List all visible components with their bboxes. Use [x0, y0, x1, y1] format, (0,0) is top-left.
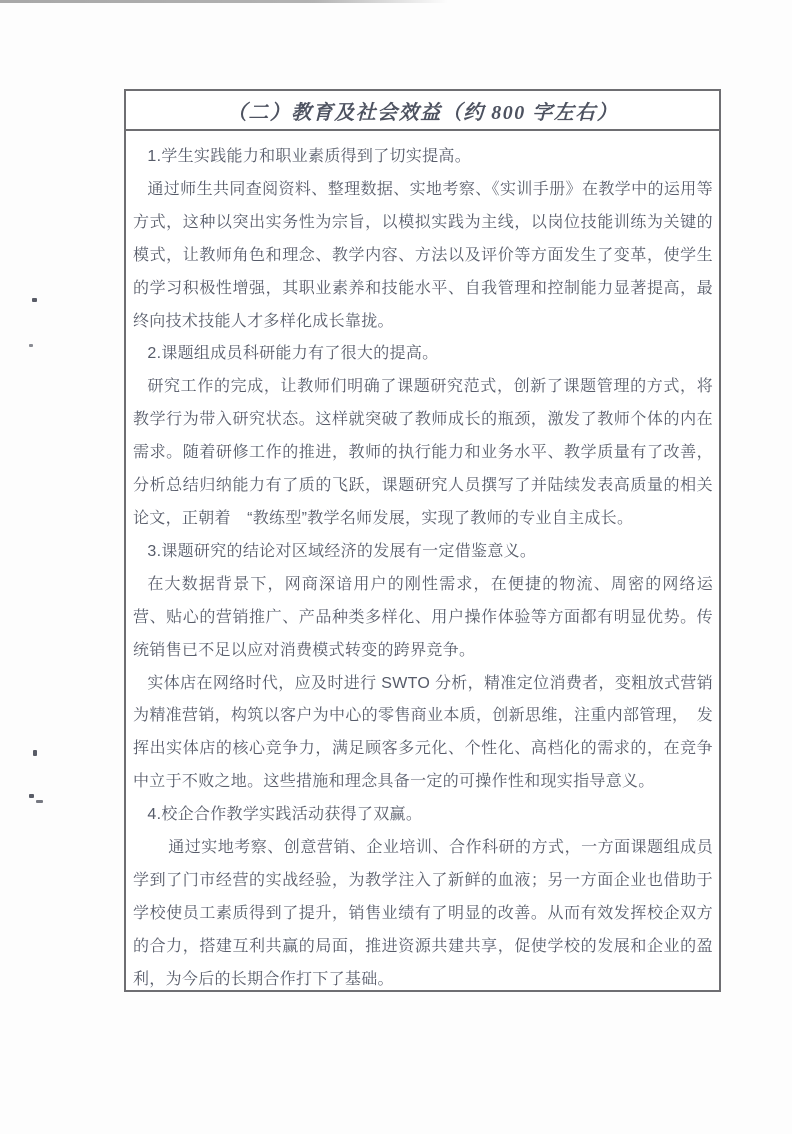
paragraph: 3.课题研究的结论对区域经济的发展有一定借鉴意义。	[147, 542, 537, 560]
paragraph: 4.校企合作教学实践活动获得了双赢。	[147, 806, 423, 824]
scan-speck	[32, 298, 37, 302]
paragraph: 2.课题组成员科研能力有了很大的提高。	[147, 345, 439, 363]
body-cell	[126, 131, 719, 988]
scan-speck	[33, 750, 37, 756]
section-title: （二）教育及社会效益（约 800 字左右）	[226, 101, 619, 124]
paragraph: 实体店在网络时代，应及时进行 SWTO 分析，精准定位消费者，变粗放式营销为精准营销，构筑以客户为中心的零售商业本质，创新思维，注重内部管理， 发挥出实体店的核心竞争力，满足顾客多元化、个性化、高档化的需求的，在竞争中立于不败之地。这些措施和理念具备一定的可操作性和现实指导意义。	[133, 674, 713, 791]
paragraph: 1.学生实践能力和职业素质得到了切实提高。	[147, 148, 472, 165]
section-title-row	[126, 91, 719, 131]
paragraph: 通过实地考察、创意营销、企业培训、合作科研的方式，一方面课题组成员学到了门市经营的实战经验，为教学注入了新鲜的血液；另一方面企业也借助于学校使员工素质得到了提升，销售业绩有了明显的改善。从而有效发挥校企双方的合力，搭建互利共赢的局面，推进资源共建共享，促使学校的发展和企业的盈利，为今后的长期合作打下了基础。	[133, 839, 713, 988]
paragraph: 研究工作的完成，让教师们明确了课题研究范式，创新了课题管理的方式，将教学行为带入研究状态。这样就突破了教师成长的瓶颈，激发了教师个体的内在需求。随着研修工作的推进，教师的执行能力和业务水平、教学质量有了改善，分析总结归纳能力有了质的飞跃，课题研究人员撰写了并陆续发表高质量的相关论文，正朝着 “教练型”教学名师发展，实现了教师的专业自主成长。	[133, 378, 713, 527]
paragraph: 通过师生共同查阅资料、整理数据、实地考察、《实训手册》在教学中的运用等方式，这种以突出实务性为宗旨，以模拟实践为主线，以岗位技能训练为关键的模式，让教师角色和理念、教学内容、方法以及评价等方面发生了变革，使学生的学习积极性增强，其职业素养和技能水平、自我管理和控制能力显著提高，最终向技术技能人才多样化成长靠拢。	[133, 180, 713, 330]
scan-edge-artifact	[0, 0, 448, 3]
scan-speck	[36, 800, 43, 803]
scan-speck	[29, 794, 34, 798]
paragraph: 在大数据背景下，网商深谙用户的刚性需求，在便捷的物流、周密的网络运营、贴心的营销推广、产品种类多样化、用户操作体验等方面都有明显优势。传统销售已不足以应对消费模式转变的跨界竞争。	[133, 575, 713, 659]
scan-speck	[29, 344, 33, 347]
form-table	[124, 89, 721, 992]
